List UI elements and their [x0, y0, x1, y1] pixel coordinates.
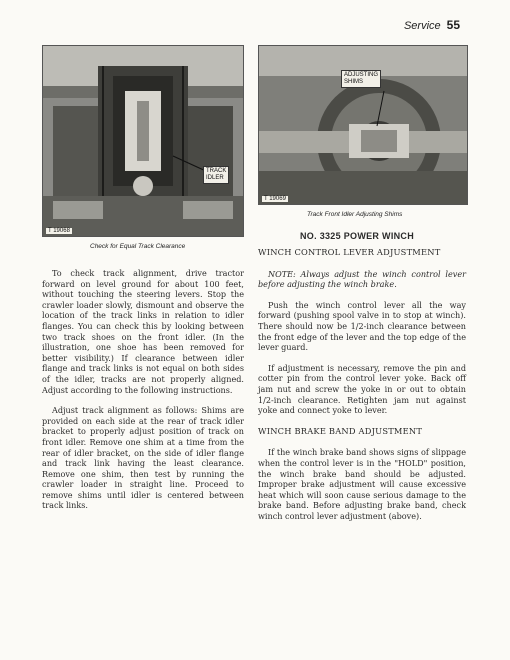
page-header — [404, 18, 460, 32]
track-idler-photo — [42, 45, 244, 237]
paragraph: To check track alignment, drive tractor forward on level ground for about 100 feet, without touching the steering levers. Stop the crawler loader slowly, dismount and observe the location of the track links in relation to idler flanges. You can check this by looking between two track shoes on the front idler. (In the illustration, one shoe has been removed for better visibility.) If clearance between idler flange and track links is not equal on both sides of the idler, tracks are not properly aligned. Adjust according to the following instructions. — [42, 268, 244, 395]
section-name: Service — [403, 20, 441, 32]
left-column — [42, 268, 244, 521]
note-paragraph — [258, 269, 466, 290]
paragraph: If the winch brake band shows signs of slippage when the control lever is in the "HOLD" position, the winch brake band should be adjusted. Improper brake adjustment will cause excessive heat which will soon cause serious damage to the brake band. Before adjusting brake band, check winch control lever adjustment (above). — [258, 447, 466, 521]
adjusting-shims-callout: ADJUSTING SHIMS — [341, 70, 381, 88]
section-title: NO. 3325 POWER WINCH — [300, 231, 415, 241]
adjusting-shims-photo — [258, 45, 468, 205]
photo-id-right: T 19069 — [264, 196, 286, 202]
figure-caption-left: Check for Equal Track Clearance — [90, 243, 186, 250]
page-number: 55 — [446, 18, 460, 32]
photo-id-left: T 19068 — [48, 228, 70, 234]
figure-caption-right: Track Front Idler Adjusting Shims — [307, 211, 403, 218]
paragraph: If adjustment is necessary, remove the pin and cotter pin from the control lever yoke. Back off jam nut and screw the yoke in or out to obtain 1/2-inch clearance. Retighten jam nut against yoke and connect yoke to lever. — [258, 362, 466, 416]
note-text: Always adjust the winch control lever before adjusting the winch brake. — [258, 268, 467, 290]
paragraph: Adjust track alignment as follows: Shims are provided on each side at the rear of track idler bracket to properly adjust position of track on front idler. Remove one shim at a time from the rear of idler bracket, on the side of idler flange and track link having the least clearance. Remove one shim, then test by running the crawler loader in straight line. Proceed to remove shims until idler is centered between track links. — [42, 405, 244, 511]
subheading-brake-band: WINCH BRAKE BAND ADJUSTMENT — [258, 425, 423, 436]
right-column — [258, 247, 466, 531]
paragraph: Push the winch control lever all the way forward (pushing spool valve in to stop at winch). There should now be 1/2-inch clearance between the front edge of the lever and the top edge of the lever guard. — [258, 299, 466, 353]
track-idler-callout: TRACK IDLER — [203, 166, 229, 184]
subheading-winch-control: WINCH CONTROL LEVER ADJUSTMENT — [258, 247, 441, 257]
note-label: NOTE: — [268, 268, 296, 279]
